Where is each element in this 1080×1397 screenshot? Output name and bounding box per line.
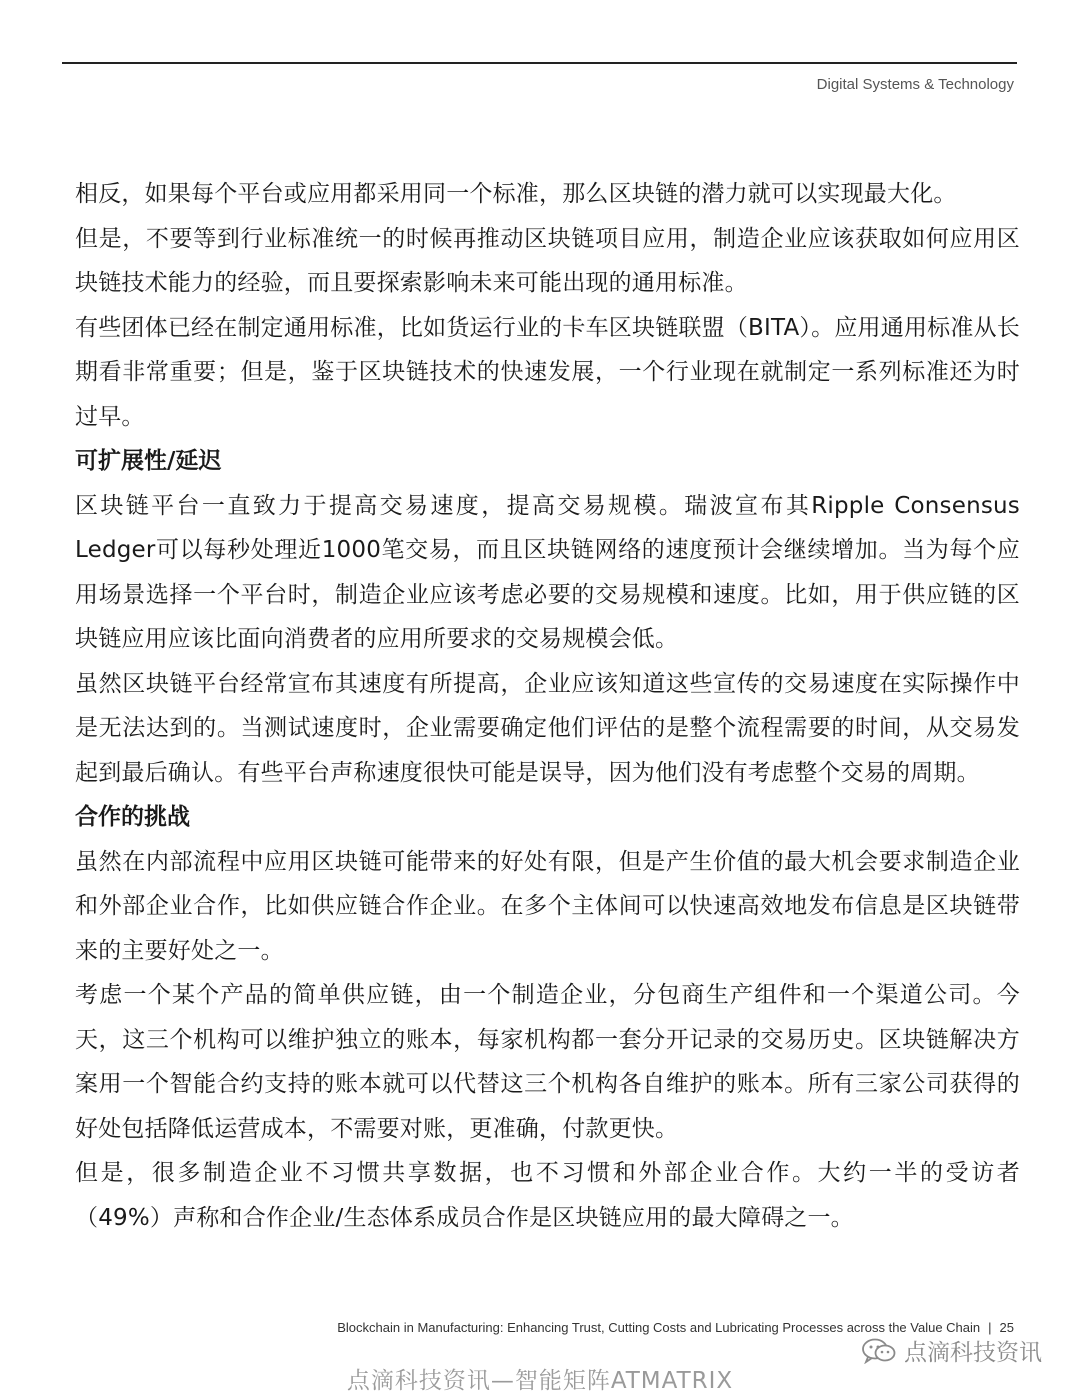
wechat-account-name: 点滴科技资讯 bbox=[904, 1340, 1042, 1366]
page-footer bbox=[337, 1320, 1014, 1335]
paragraph: 区块链平台一直致力于提高交易速度，提高交易规模。瑞波宣布其Ripple Consensus Ledger可以每秒处理近1000笔交易，而且区块链网络的速度预计会继续增加。当为每个应用场景选择一个平台时，制造企业应该考虑必要的交易规模和速度。比如，用于供应链的区块链应用应该比面向消费者的应用所要求的交易规模会低。 bbox=[75, 492, 1020, 652]
paragraph: 虽然在内部流程中应用区块链可能带来的好处有限，但是产生价值的最大机会要求制造企业和外部企业合作，比如供应链合作企业。在多个主体间可以快速高效地发布信息是区块链带来的主要好处之一。 bbox=[75, 848, 1020, 964]
paragraph: 考虑一个某个产品的简单供应链，由一个制造企业，分包商生产组件和一个渠道公司。今天，这三个机构可以维护独立的账本，每家机构都一套分开记录的交易历史。区块链解决方案用一个智能合约支持的账本就可以代替这三个机构各自维护的账本。所有三家公司获得的好处包括降低运营成本，不需要对账，更准确，付款更快。 bbox=[75, 982, 1020, 1142]
paragraph: 相反，如果每个平台或应用都采用同一个标准，那么区块链的潜力就可以实现最大化。 bbox=[75, 181, 957, 207]
header-rule bbox=[62, 62, 1017, 64]
wechat-icon bbox=[862, 1338, 896, 1364]
page-number: 25 bbox=[999, 1320, 1014, 1335]
bottom-watermark: 点滴科技资讯—智能矩阵ATMATRIX bbox=[346, 1368, 734, 1394]
section-title: Digital Systems & Technology bbox=[816, 76, 1014, 93]
footer-separator: | bbox=[988, 1320, 992, 1335]
footer-report-title: Blockchain in Manufacturing: Enhancing Trust, Cutting Costs and Lubricating Processes across the Value Chain bbox=[337, 1320, 981, 1335]
paragraph: 但是，不要等到行业标准统一的时候再推动区块链项目应用，制造企业应该获取如何应用区块链技术能力的经验，而且要探索影响未来可能出现的通用标准。 bbox=[75, 225, 1020, 296]
section-heading: 合作的挑战 bbox=[75, 804, 190, 830]
section-heading: 可扩展性/延迟 bbox=[75, 448, 222, 474]
paragraph: 但是，很多制造企业不习惯共享数据，也不习惯和外部企业合作。大约一半的受访者（49%）声称和合作企业/生态体系成员合作是区块链应用的最大障碍之一。 bbox=[75, 1160, 1020, 1231]
document-body bbox=[75, 172, 1020, 1240]
paragraph: 虽然区块链平台经常宣布其速度有所提高，企业应该知道这些宣传的交易速度在实际操作中是无法达到的。当测试速度时，企业需要确定他们评估的是整个流程需要的时间，从交易发起到最后确认。有些平台声称速度很快可能是误导，因为他们没有考虑整个交易的周期。 bbox=[75, 670, 1020, 786]
paragraph: 有些团体已经在制定通用标准，比如货运行业的卡车区块链联盟（BITA）。应用通用标准从长期看非常重要；但是，鉴于区块链技术的快速发展，一个行业现在就制定一系列标准还为时过早。 bbox=[75, 314, 1020, 430]
